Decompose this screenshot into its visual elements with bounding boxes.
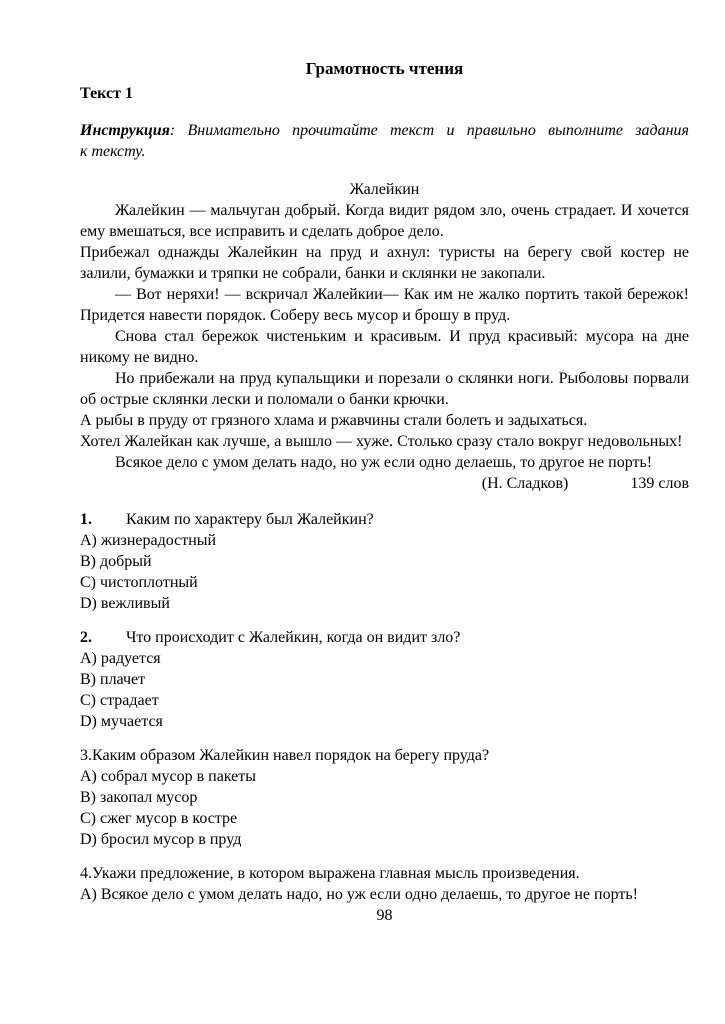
question-3-number: 3. xyxy=(80,747,92,764)
story-paragraph-8: Всякое дело с умом делать надо, но уж если одно делаешь, то другое не порть! xyxy=(115,454,653,471)
question-3-line xyxy=(80,745,689,766)
story-title: Жалейкин xyxy=(349,181,420,198)
instruction-line-1 xyxy=(80,120,689,141)
word-count: 139 слов xyxy=(630,475,689,492)
page-title: Грамотность чтения xyxy=(305,59,464,78)
question-1-option-a: A) жизнерадостный xyxy=(80,532,217,549)
question-2-number: 2. xyxy=(80,629,92,646)
question-2-line xyxy=(80,627,689,648)
question-1-number: 1. xyxy=(80,511,92,528)
story-paragraph-3: — Вот неряхи! — вскричал Жалейкии— Как им не жалко портить такой бережок! Придется навести порядок. Соберу весь мусор и брошу в пруд. xyxy=(80,286,689,324)
question-3-option-c: C) сжег мусор в костре xyxy=(80,810,238,827)
question-4-number: 4. xyxy=(80,865,92,882)
question-3-option-d: D) бросил мусор в пруд xyxy=(80,831,242,848)
question-3-text: Каким образом Жалейкин навел порядок на берегу пруда? xyxy=(92,747,490,764)
question-2 xyxy=(80,627,689,732)
question-3-option-b: B) закопал мусор xyxy=(80,789,198,806)
question-4-line xyxy=(80,863,689,884)
question-2-option-d: D) мучается xyxy=(80,713,163,730)
story-paragraph-6: А рыбы в пруду от грязного хлама и ржавчины стали болеть и задыхаться. xyxy=(80,412,588,429)
instruction-label: Инструкция xyxy=(80,122,170,139)
question-2-option-a: A) радуется xyxy=(80,650,161,667)
instruction-text: : Внимательно прочитайте текст и правильно выполните задания xyxy=(169,122,689,139)
question-2-option-b: B) плачет xyxy=(80,671,146,688)
question-1-option-b: B) добрый xyxy=(80,553,152,570)
question-1-option-d: D) вежливый xyxy=(80,595,170,612)
author-credit: (Н. Сладков) xyxy=(481,475,569,492)
question-4 xyxy=(80,863,689,905)
story-paragraph-1: Жалейкин — мальчуган добрый. Когда видит рядом зло, очень страдает. И хочется ему вмешаться, все исправить и сделать доброе дело. xyxy=(80,202,689,240)
question-1-option-c: C) чистоплотный xyxy=(80,574,198,591)
story-paragraph-5: Но прибежали на пруд купальщики и порезали о склянки ноги. Рыболовы порвали об острые склянки лески и поломали о банки крючки. xyxy=(80,370,689,408)
question-4-text: Укажи предложение, в котором выражена главная мысль произведения. xyxy=(92,865,580,882)
attribution-line xyxy=(80,473,689,494)
story-paragraph-2: Прибежал однажды Жалейкин на пруд и ахнул: туристы на берегу свой костер не залили, бумажки и тряпки не собрали, банки и склянки не закопали. xyxy=(80,244,689,282)
question-2-option-c: C) страдает xyxy=(80,692,159,709)
question-1-text: Каким по характеру был Жалейкин? xyxy=(126,511,374,528)
story-paragraph-7: Хотел Жалейкан как лучше, а вышло — хуже. Столько сразу стало вокруг недовольных! xyxy=(80,433,683,450)
instruction-block xyxy=(80,120,689,162)
question-2-text: Что происходит с Жалейкин, когда он видит зло? xyxy=(126,629,461,646)
question-3 xyxy=(80,745,689,850)
question-1-line xyxy=(80,509,689,530)
story-paragraph-4: Снова стал бережок чистеньким и красивым. И пруд красивый: мусора на дне никому не видно. xyxy=(80,328,689,366)
page-number: 98 xyxy=(376,907,393,924)
text-number-label: Текст 1 xyxy=(80,85,133,102)
question-3-option-a: A) собрал мусор в пакеты xyxy=(80,768,257,785)
instruction-line-2: к тексту. xyxy=(80,143,146,160)
question-1 xyxy=(80,509,689,614)
question-4-option-a: A) Всякое дело с умом делать надо, но уж если одно делаешь, то другое не порть! xyxy=(80,886,638,903)
